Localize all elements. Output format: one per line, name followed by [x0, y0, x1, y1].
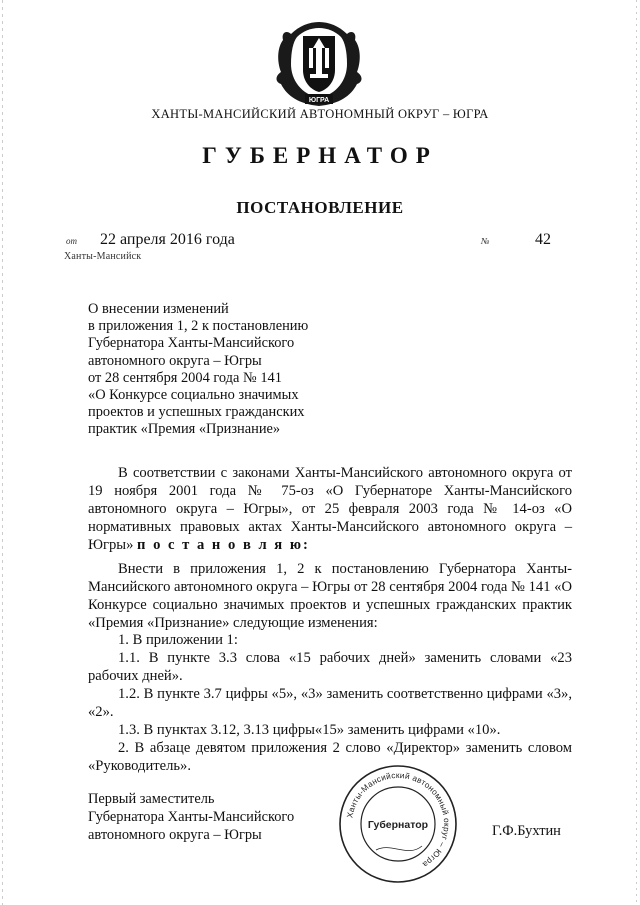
document-type: ПОСТАНОВЛЕНИЕ [236, 198, 404, 217]
date-prefix: от [66, 236, 77, 246]
scan-edge-left [2, 0, 3, 905]
place-of-issue: Ханты-Мансийск [64, 251, 142, 262]
coat-of-arms-label: ЮГРА [308, 97, 330, 104]
seal-center-text: Губернатор [367, 819, 429, 831]
signatory-name: Г.Ф.Бухтин [492, 823, 561, 839]
signatory-position: Первый заместитель Губернатора Ханты-Мансийского автономного округа – Югры [88, 791, 295, 843]
scan-edge-right [636, 0, 637, 905]
amendment-item: 1.3. В пунктах 3.12, 3.13 цифры«15» заменить цифрами «10». [118, 722, 501, 738]
coat-of-arms-emblem [269, 18, 369, 110]
number-prefix: № [481, 236, 490, 246]
document-number: 42 [535, 231, 551, 248]
seal-ring-text: Ханты-Мансийский автономный округ – Югра [345, 770, 452, 870]
document-date: 22 апреля 2016 года [100, 231, 235, 248]
amendment-item: 1.1. В пункте 3.3 слова «15 рабочих дней» заменить словами «23 рабочих дней». [88, 650, 572, 684]
resolution-keyword: п о с т а н о в л я ю: [137, 536, 310, 553]
operative-paragraph: Внести в приложения 1, 2 к постановлению Губернатора Ханты-Мансийского автономного округа – Югры от 28 сентября 2004 года № 141 «О Конкурсе социально значимых проектов и успешных гражданских практик «Премия «Признание» следующие изменения: [88, 561, 572, 631]
amendment-item: 2. В абзаце девятом приложения 2 слово «Директор» заменить словом «Руководитель». [88, 740, 572, 774]
region-name: ХАНТЫ-МАНСИЙСКИЙ АВТОНОМНЫЙ ОКРУГ – ЮГРА [151, 107, 489, 121]
official-seal [336, 762, 460, 886]
amendment-item: 1.2. В пункте 3.7 цифры «5», «3» заменить соответственно цифрами «3», «2». [88, 686, 572, 720]
preamble-text: В соответствии с законами Ханты-Мансийского автономного округа от 19 ноября 2001 года № 75-оз «О Губернаторе Ханты-Мансийского автономного округа – Югры», от 25 февраля 2003 года № 14-оз «О нормативных правовых актах Ханты-Мансийского автономного округа – Югры» [88, 465, 572, 553]
document-subject: О внесении изменений в приложения 1, 2 к постановлению Губернатора Ханты-Мансийского автономного округа – Югры от 28 сентября 2004 года № 141 «О Конкурсе социально значимых проектов и успешных гражданских практик «Премия «Признание» [88, 301, 309, 438]
preamble-paragraph [88, 465, 572, 555]
amendment-item: 1. В приложении 1: [118, 632, 238, 648]
issuer-title: ГУБЕРНАТОР [202, 143, 438, 168]
